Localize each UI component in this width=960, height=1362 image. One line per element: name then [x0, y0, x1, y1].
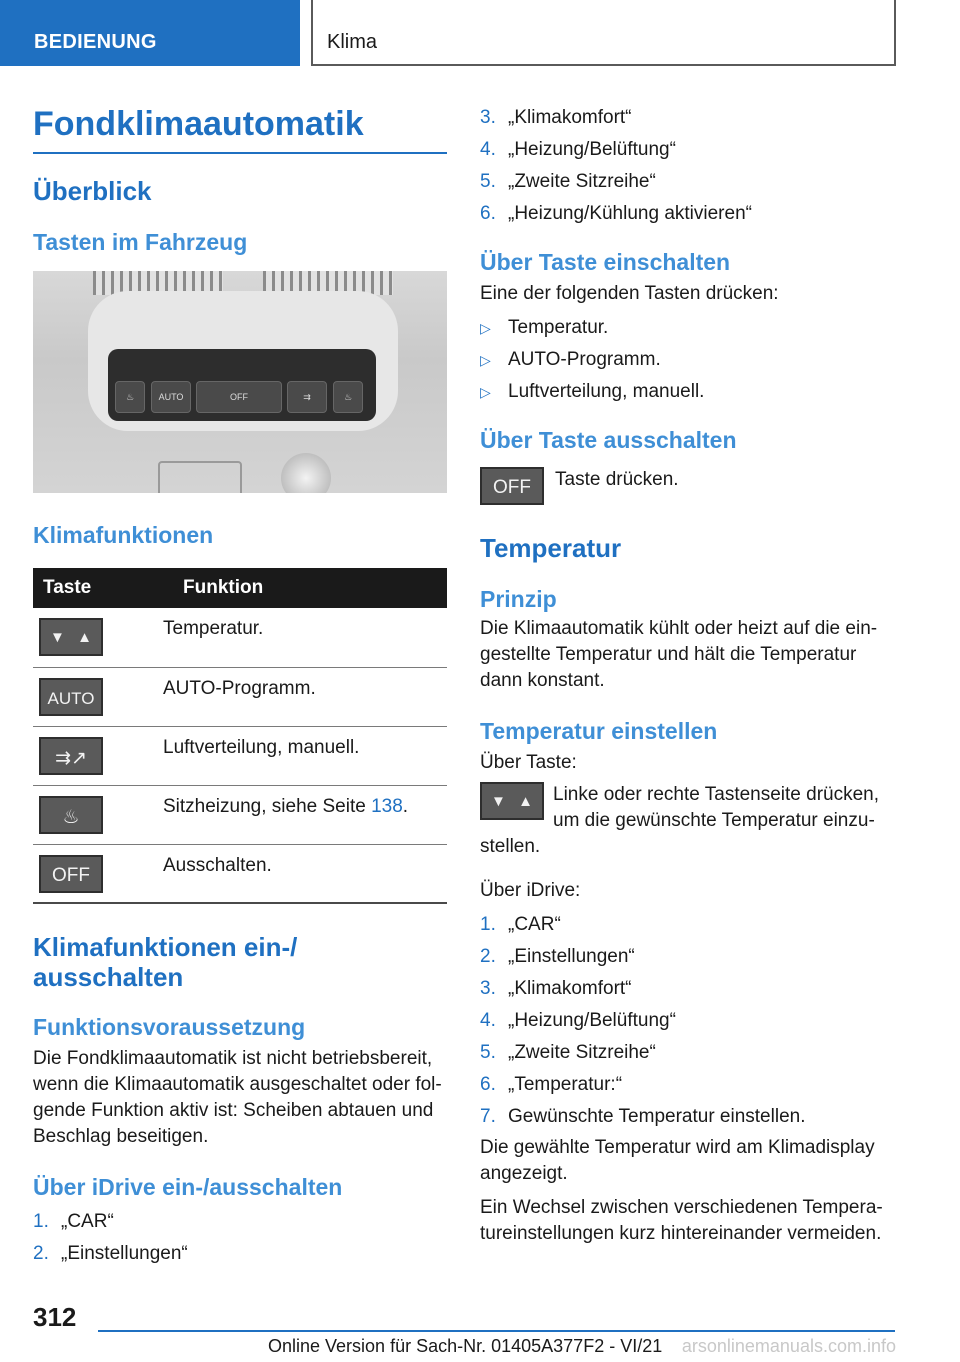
page-link[interactable]: 138 — [371, 795, 403, 817]
off-icon: OFF — [480, 467, 544, 505]
page-number: 312 — [33, 1302, 77, 1332]
left-column — [33, 100, 447, 1270]
principle-heading: Prinzip — [480, 586, 557, 612]
switch-on-heading: Über Taste einschalten — [480, 249, 731, 275]
control-panel-photo — [33, 271, 447, 493]
avoid-text: Ein Wechsel zwischen verschiedenen Tempera- tureinstellungen kurz hintereinander vermeiden. — [480, 1197, 883, 1244]
temperature-button-text: Linke oder rechte Tastenseite drücken, um die gewünschte Temperatur einzu- — [553, 784, 880, 831]
list-item: 7. Gewünschte Temperatur einstellen. — [480, 1106, 806, 1127]
section-tab: BEDIENUNG — [0, 0, 300, 66]
switch-off-text: Taste drücken. — [555, 469, 679, 490]
list-item: 3. „Klimakomfort“ — [480, 978, 632, 999]
air-distribution-icon: ⇉↗ — [39, 737, 103, 775]
list-item: ▷ Luftverteilung, manuell. — [480, 376, 900, 408]
photo-temp-off-button: OFF — [196, 381, 282, 413]
table-row — [33, 785, 447, 844]
idrive-heading: Über iDrive ein-/ausschalten — [33, 1174, 343, 1200]
list-item: ▷ Temperatur. — [480, 312, 900, 344]
table-row — [33, 726, 447, 785]
triangle-bullet-icon: ▷ — [480, 352, 491, 368]
list-item: ▷ AUTO-Programm. — [480, 344, 900, 376]
watermark: arsonlinemanuals.com.info — [681, 1336, 896, 1356]
precondition-text: Die Fondklimaautomatik ist nicht betriebsbereit, wenn die Klimaautomatik ausgeschaltet oder fol- gende Funktion aktiv ist: Scheiben abtauen und Beschlag beseitigen. — [33, 1048, 442, 1147]
triangle-bullet-icon: ▷ — [480, 384, 491, 400]
table-header-row — [33, 568, 447, 608]
function-text: Luftverteilung, manuell. — [163, 726, 447, 785]
knob — [281, 453, 331, 493]
idrive-steps — [33, 1206, 447, 1270]
onoff-heading: Klimafunktionen ein-/ ausschalten — [33, 932, 298, 992]
via-idrive-label: Über iDrive: — [480, 880, 581, 901]
off-icon: OFF — [39, 855, 103, 893]
temperature-arrows-icon: ▼ ▲ — [39, 618, 103, 656]
temperature-idrive-steps — [480, 909, 900, 1133]
table-row — [33, 608, 447, 667]
right-column — [480, 100, 900, 1247]
list-item: 4. „Heizung/Belüftung“ — [480, 1010, 676, 1031]
precondition-heading: Funktionsvoraussetzung — [33, 1014, 306, 1040]
footer-divider — [98, 1330, 895, 1332]
col-header-button: Taste — [33, 568, 163, 608]
table-row — [33, 667, 447, 726]
temperature-button-text-end: stellen. — [480, 836, 541, 857]
col-header-function: Funktion — [163, 568, 447, 608]
functions-heading: Klimafunktionen — [33, 522, 214, 548]
list-item: 6. „Heizung/Kühlung aktivieren“ — [480, 203, 752, 224]
principle-text: Die Klimaautomatik kühlt oder heizt auf die ein- gestellte Temperatur und hält die Temperatur dann konstant. — [480, 618, 878, 691]
via-button-label: Über Taste: — [480, 752, 577, 773]
triangle-bullet-icon: ▷ — [480, 320, 491, 336]
photo-auto-button: AUTO — [151, 381, 191, 413]
switch-on-text: Eine der folgenden Tasten drücken: — [480, 283, 779, 304]
temperature-button-paragraph — [480, 782, 900, 860]
switch-on-options — [480, 312, 900, 408]
online-version-text: Online Version für Sach-Nr. 01405A377F2 - VI/21 — [268, 1336, 663, 1356]
list-item: 4. „Heizung/Belüftung“ — [480, 139, 676, 160]
chapter-title: Klima — [311, 0, 896, 66]
list-item: 6. „Temperatur:“ — [480, 1074, 623, 1095]
functions-table — [33, 568, 447, 904]
function-text: Sitzheizung, siehe Seite 138. — [163, 785, 447, 844]
photo-seat-heat-left: ♨ — [115, 381, 145, 413]
page-title: Fondklimaautomatik — [33, 105, 447, 154]
list-item: 5. „Zweite Sitzreihe“ — [480, 171, 656, 192]
buttons-heading: Tasten im Fahrzeug — [33, 229, 248, 255]
seat-heating-icon: ♨ — [39, 796, 103, 834]
temperature-heading: Temperatur — [480, 533, 622, 563]
idrive-steps-continued — [480, 102, 900, 230]
function-text: AUTO-Programm. — [163, 667, 447, 726]
auto-icon: AUTO — [39, 678, 103, 716]
function-text: Temperatur. — [163, 608, 447, 667]
list-item: 1. „CAR“ — [33, 1211, 114, 1232]
photo-air-button: ⇉ — [287, 381, 327, 413]
switch-off-heading: Über Taste ausschalten — [480, 427, 737, 453]
table-row — [33, 844, 447, 903]
function-text: Ausschalten. — [163, 844, 447, 903]
list-item: 5. „Zweite Sitzreihe“ — [480, 1042, 656, 1063]
list-item: 2. „Einstellungen“ — [33, 1243, 188, 1264]
list-item: 2. „Einstellungen“ — [480, 946, 635, 967]
list-item: 1. „CAR“ — [480, 914, 561, 935]
storage-tray — [158, 461, 242, 493]
switch-off-paragraph — [480, 467, 900, 507]
set-temperature-heading: Temperatur einstellen — [480, 718, 718, 744]
display-text: Die gewählte Temperatur wird am Klimadisplay angezeigt. — [480, 1137, 875, 1184]
overview-heading: Überblick — [33, 176, 152, 206]
temperature-arrows-icon: ▼ ▲ — [480, 782, 544, 820]
list-item: 3. „Klimakomfort“ — [480, 107, 632, 128]
photo-seat-heat-right: ♨ — [333, 381, 363, 413]
